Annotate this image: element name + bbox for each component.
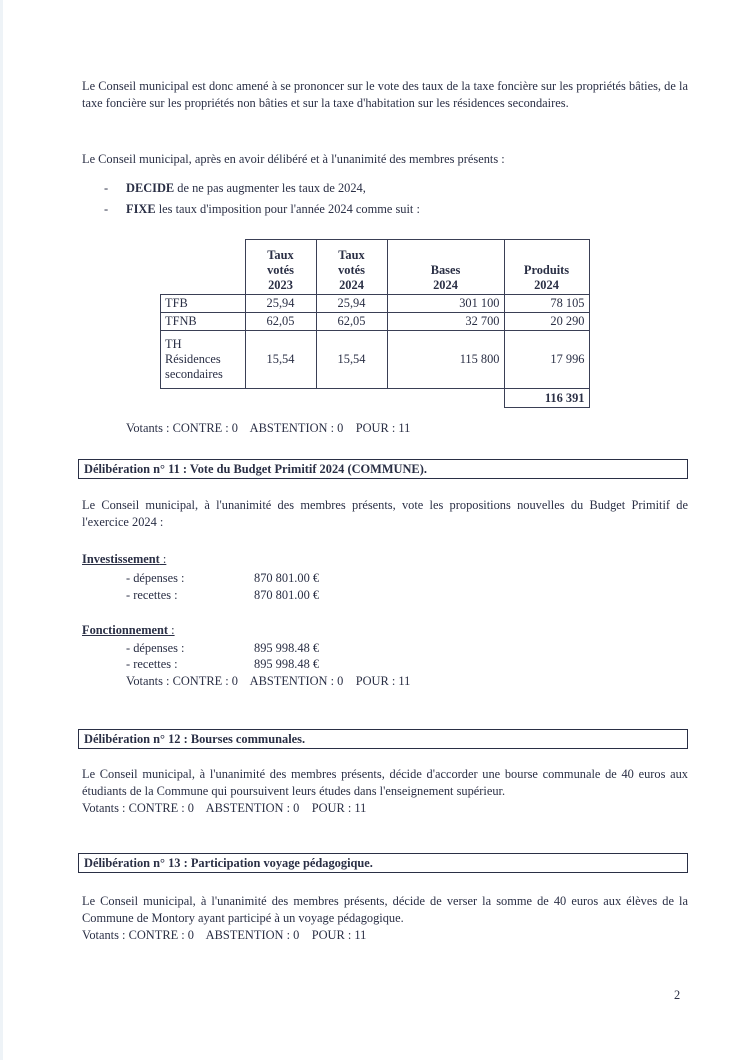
cell-taux-2024: 62,05 [316, 313, 387, 331]
cell-taux-2023: 62,05 [245, 313, 316, 331]
row-label: TFNB [161, 313, 246, 331]
header-taux-2024: Taux votés 2024 [316, 240, 387, 295]
fonctionnement-depenses: - dépenses : 895 998.48 € [126, 641, 320, 655]
row-label: TFB [161, 295, 246, 313]
decision-intro: Le Conseil municipal, après en avoir délibéré et à l'unanimité des membres présents : [82, 152, 505, 166]
cell-produits: 20 290 [504, 313, 589, 331]
investissement-recettes: - recettes : 870 801.00 € [126, 588, 320, 602]
bullet-keyword: DECIDE [126, 181, 175, 195]
cell-taux-2024: 15,54 [316, 331, 387, 389]
table-row [161, 295, 590, 313]
investissement-title: Investissement : [82, 552, 167, 566]
bullet-keyword: FIXE [126, 202, 156, 216]
votes-line: Votants : CONTRE : 0 ABSTENTION : 0 POUR : 11 [82, 801, 367, 815]
cell-taux-2023: 25,94 [245, 295, 316, 313]
bullet-fixe [104, 201, 420, 218]
votes-line: Votants : CONTRE : 0 ABSTENTION : 0 POUR : 11 [126, 674, 411, 688]
delib-11-title: Délibération n° 11 : Vote du Budget Primitif 2024 (COMMUNE). [78, 459, 688, 479]
delib-13-paragraph: Le Conseil municipal, à l'unanimité des membres présents, décide de verser la somme de 40 euros aux élèves de la Commune de Montory ayant participé à un voyage pédagogique. [82, 894, 688, 925]
votes-line: Votants : CONTRE : 0 ABSTENTION : 0 POUR : 11 [126, 421, 411, 435]
cell-produits: 78 105 [504, 295, 589, 313]
table-row [161, 313, 590, 331]
cell-bases: 115 800 [387, 331, 504, 389]
fonctionnement-recettes: - recettes : 895 998.48 € [126, 657, 320, 671]
fonctionnement-title: Fonctionnement : [82, 623, 175, 637]
cell-produits: 17 996 [504, 331, 589, 389]
bullet-dash: - [104, 202, 109, 216]
delib-13-title: Délibération n° 13 : Participation voyage pédagogique. [78, 853, 688, 873]
header-produits: Produits 2024 [504, 240, 589, 295]
tax-rate-table [160, 239, 590, 408]
investissement-depenses: - dépenses : 870 801.00 € [126, 571, 320, 585]
row-label: TH Résidences secondaires [161, 331, 246, 389]
cell-taux-2024: 25,94 [316, 295, 387, 313]
bullet-text: les taux d'imposition pour l'année 2024 comme suit : [155, 202, 420, 216]
header-taux-2023: Taux votés 2023 [245, 240, 316, 295]
bullet-decide [104, 180, 366, 197]
table-header-row [161, 240, 590, 295]
bullet-dash: - [104, 181, 109, 195]
cell-bases: 301 100 [387, 295, 504, 313]
table-total-row [161, 389, 590, 408]
delib-12-paragraph: Le Conseil municipal, à l'unanimité des membres présents, décide d'accorder une bourse communale de 40 euros aux étudiants de la Commune qui poursuivent leurs études dans l'enseignement supérieur. [82, 767, 688, 798]
page-edge [0, 0, 3, 1060]
delib-11-paragraph: Le Conseil municipal, à l'unanimité des membres présents, vote les propositions nouvelles du Budget Primitif de l'exercice 2024 : [82, 498, 688, 529]
total-produits: 116 391 [504, 389, 589, 408]
votes-line: Votants : CONTRE : 0 ABSTENTION : 0 POUR : 11 [82, 928, 367, 942]
intro-paragraph: Le Conseil municipal est donc amené à se prononcer sur le vote des taux de la taxe foncière sur les propriétés bâties, de la taxe foncière sur les propriétés non bâties et sur la taxe d'habitation sur les résidences secondaires. [82, 79, 688, 110]
bullet-text: de ne pas augmenter les taux de 2024, [174, 181, 366, 195]
cell-taux-2023: 15,54 [245, 331, 316, 389]
page-number: 2 [674, 988, 681, 1002]
cell-bases: 32 700 [387, 313, 504, 331]
table-row [161, 331, 590, 389]
delib-12-title: Délibération n° 12 : Bourses communales. [78, 729, 688, 749]
header-bases: Bases 2024 [387, 240, 504, 295]
